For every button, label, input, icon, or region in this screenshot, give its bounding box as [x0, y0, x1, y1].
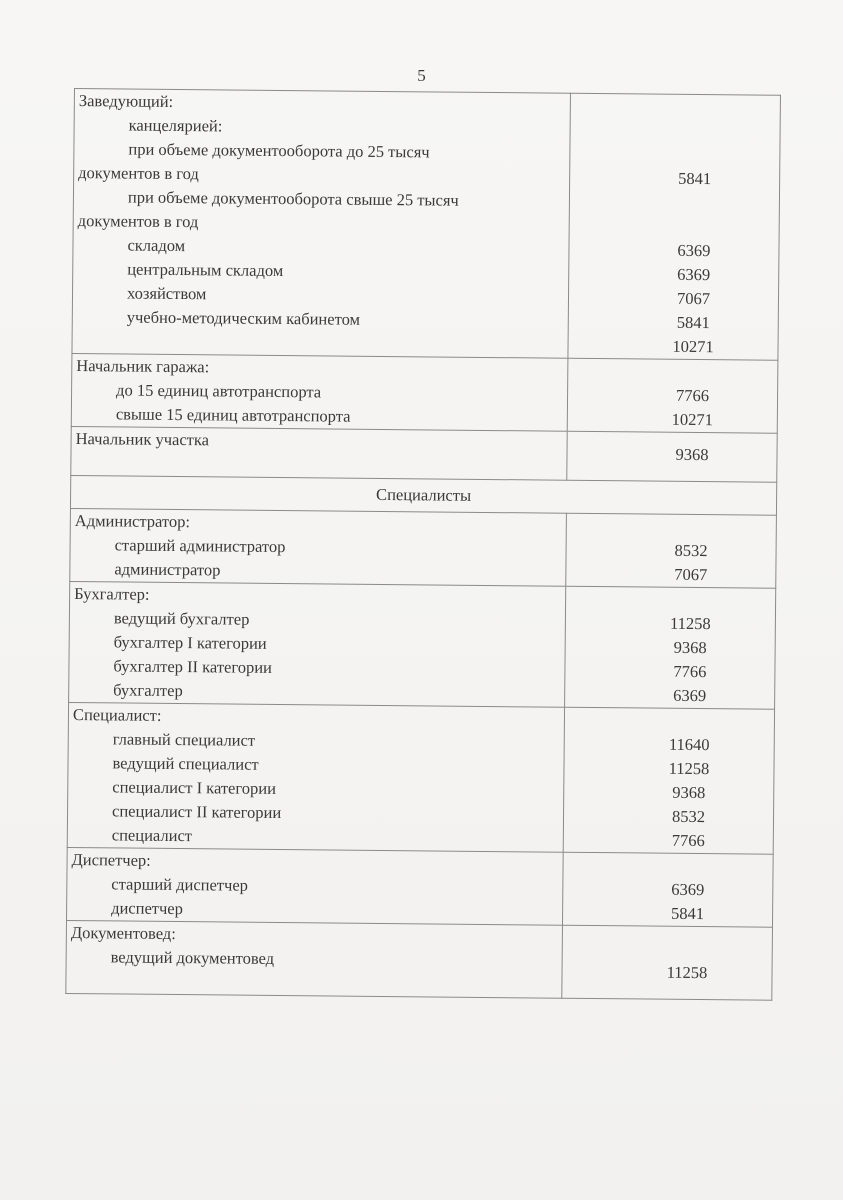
- table-row-dispatcher: [67, 847, 774, 927]
- position-cell: [67, 847, 564, 925]
- salary-value: 10271: [671, 409, 714, 430]
- section-heading: Специалисты: [70, 475, 776, 515]
- salary-value: 11640: [668, 734, 710, 755]
- position-name: складом: [127, 235, 186, 256]
- position-name: центральным складом: [127, 259, 284, 281]
- salary-cell: [567, 431, 777, 482]
- position-name: бухгалтер: [113, 680, 183, 701]
- position-group-title: Диспетчер:: [71, 850, 151, 870]
- position-name-line2: документов в год: [77, 211, 199, 232]
- position-name: диспетчер: [111, 898, 184, 919]
- position-subgroup: канцелярией:: [128, 115, 223, 136]
- position-group-title: Заведующий:: [78, 91, 174, 111]
- salary-value: 8532: [671, 806, 706, 827]
- salary-value: 7766: [671, 830, 705, 851]
- table-row-head-managers: [72, 89, 781, 361]
- position-group-title: Документовед:: [70, 923, 176, 944]
- position-cell: [71, 426, 567, 480]
- salary-value: 8532: [674, 540, 708, 561]
- position-name: ведущий специалист: [112, 753, 259, 774]
- position-name-line1: при объеме документооборота свыше 25 тысяч: [127, 187, 459, 210]
- salary-value: 6369: [673, 685, 707, 706]
- table-row-site-chief: [71, 426, 777, 482]
- position-name: специалист II категории: [111, 801, 282, 823]
- position-name: специалист I категории: [112, 777, 277, 798]
- salary-value: 7766: [675, 385, 710, 406]
- table-row-specialist: [67, 702, 774, 854]
- position-name-line2: документов в год: [78, 163, 199, 184]
- position-group-title: Специалист:: [72, 705, 162, 725]
- table-row-records-officer: [66, 920, 773, 1000]
- salary-cell: [567, 358, 778, 433]
- position-name: бухгалтер II категории: [113, 656, 273, 677]
- position-group-title: Администратор:: [74, 511, 191, 532]
- position-name: старший диспетчер: [111, 874, 249, 895]
- salary-cell: [568, 93, 781, 360]
- page-number: 5: [417, 66, 426, 85]
- position-cell: [70, 508, 567, 586]
- position-group-title: Начальник гаража:: [76, 356, 210, 377]
- salary-value: 10271: [672, 336, 714, 357]
- salary-value: 11258: [666, 962, 708, 983]
- salary-value: 7766: [673, 661, 707, 682]
- salary-value: 6369: [677, 264, 711, 285]
- salary-value: 9368: [675, 444, 709, 465]
- position-name: старший администратор: [114, 535, 286, 557]
- position-name: главный специалист: [112, 729, 256, 750]
- salary-cell: [563, 707, 774, 854]
- position-group-title: Бухгалтер:: [74, 584, 150, 604]
- salary-value: 9368: [673, 637, 707, 658]
- position-name: бухгалтер I категории: [113, 632, 267, 653]
- position-group-title: Начальник участка: [75, 429, 210, 450]
- position-name-line1: при объеме документооборота до 25 тысяч: [128, 139, 430, 162]
- position-name: ведущий бухгалтер: [113, 608, 250, 629]
- position-name: ведущий документовед: [110, 947, 275, 968]
- salary-cell: [565, 586, 776, 709]
- position-name: хозяйством: [126, 283, 207, 304]
- table-row-administrator: [70, 508, 777, 588]
- salary-value: 11258: [669, 613, 711, 634]
- position-name: учебно-методическим кабинетом: [126, 307, 361, 329]
- position-cell: [72, 89, 571, 359]
- salary-value: 5841: [676, 312, 710, 333]
- salary-value: 5841: [678, 168, 712, 189]
- salary-value: 6369: [677, 240, 711, 261]
- position-name: администратор: [114, 559, 221, 580]
- salary-cell: [566, 513, 777, 588]
- salary-value: 7067: [674, 564, 708, 585]
- salary-value: 5841: [671, 903, 705, 924]
- position-name: свыше 15 единиц автотранспорта: [115, 404, 351, 426]
- position-cell: [67, 702, 564, 852]
- salary-table-wrap: [65, 88, 780, 1001]
- salary-value: 11258: [668, 758, 710, 779]
- position-name: специалист: [111, 825, 193, 846]
- position-cell: [71, 353, 568, 431]
- table-row-garage: [71, 353, 778, 433]
- position-cell: [69, 581, 566, 707]
- table-row-accountant: [69, 581, 776, 709]
- salary-value: 9368: [672, 782, 706, 803]
- position-cell: [66, 920, 563, 998]
- salary-value: 7067: [676, 288, 711, 309]
- position-name: до 15 единиц автотранспорта: [116, 380, 322, 402]
- salary-cell: [562, 852, 773, 927]
- salary-table: [65, 88, 781, 1001]
- salary-cell: [562, 925, 773, 1000]
- salary-value: 6369: [671, 879, 705, 900]
